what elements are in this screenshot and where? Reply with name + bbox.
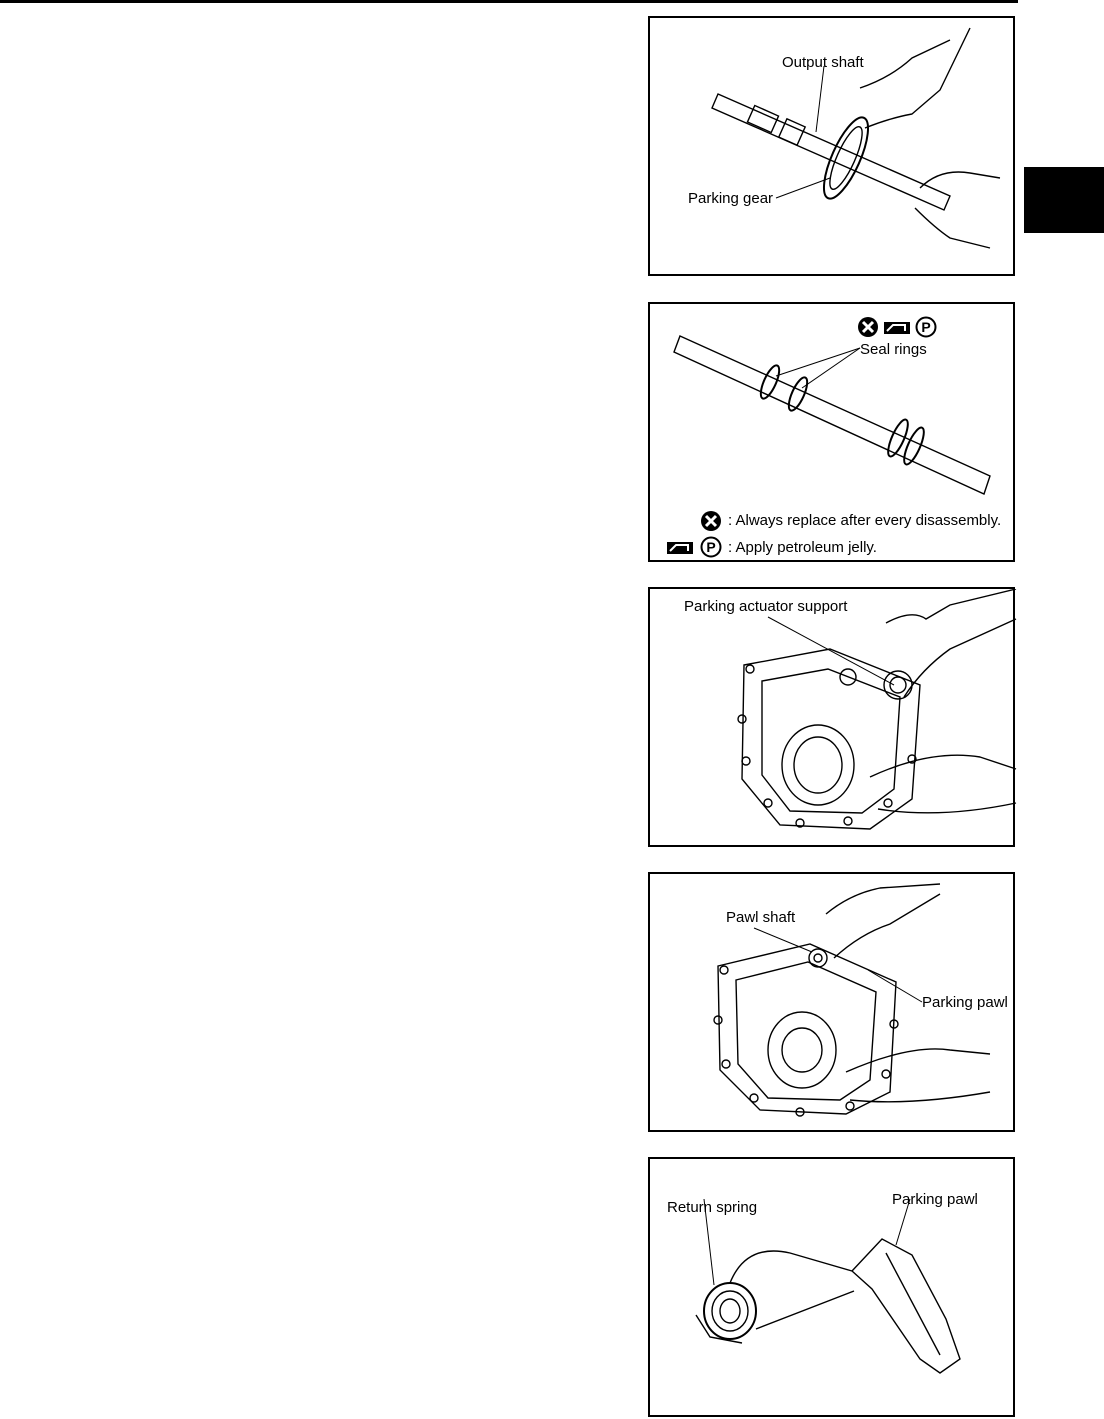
callout-parking-gear: Parking gear [688, 190, 774, 207]
figure-seal-rings [648, 302, 1015, 562]
callout-parking-actuator-support: Parking actuator support [684, 598, 848, 615]
figure-return-spring [648, 1157, 1015, 1417]
figure-pawl-shaft [648, 872, 1015, 1132]
callout-output-shaft: Output shaft [782, 54, 864, 71]
p-circle-icon [700, 536, 722, 558]
legend-replace-text: : Always replace after every disassembly. [728, 512, 1002, 529]
callout-parking-pawl: Parking pawl [922, 994, 1008, 1011]
p-circle-icon [915, 316, 937, 338]
callout-return-spring: Return spring [667, 1199, 758, 1216]
page-top-rule [0, 0, 1018, 3]
svg-text:P: P [921, 319, 931, 335]
grease-gun-icon [666, 539, 694, 557]
callout-seal-rings: Seal rings [860, 341, 927, 358]
callout-parking-pawl-5: Parking pawl [892, 1191, 978, 1208]
actuator-support-illustration [650, 589, 1017, 849]
svg-text:P: P [706, 539, 716, 555]
figure-parking-actuator-support [648, 587, 1015, 847]
x-circle-icon [700, 510, 722, 532]
legend-jelly-text: : Apply petroleum jelly. [728, 539, 877, 556]
x-circle-icon [857, 316, 879, 338]
figure-output-shaft [648, 16, 1015, 276]
grease-gun-icon [883, 319, 911, 337]
section-tab [1024, 167, 1104, 233]
callout-pawl-shaft: Pawl shaft [726, 909, 796, 926]
